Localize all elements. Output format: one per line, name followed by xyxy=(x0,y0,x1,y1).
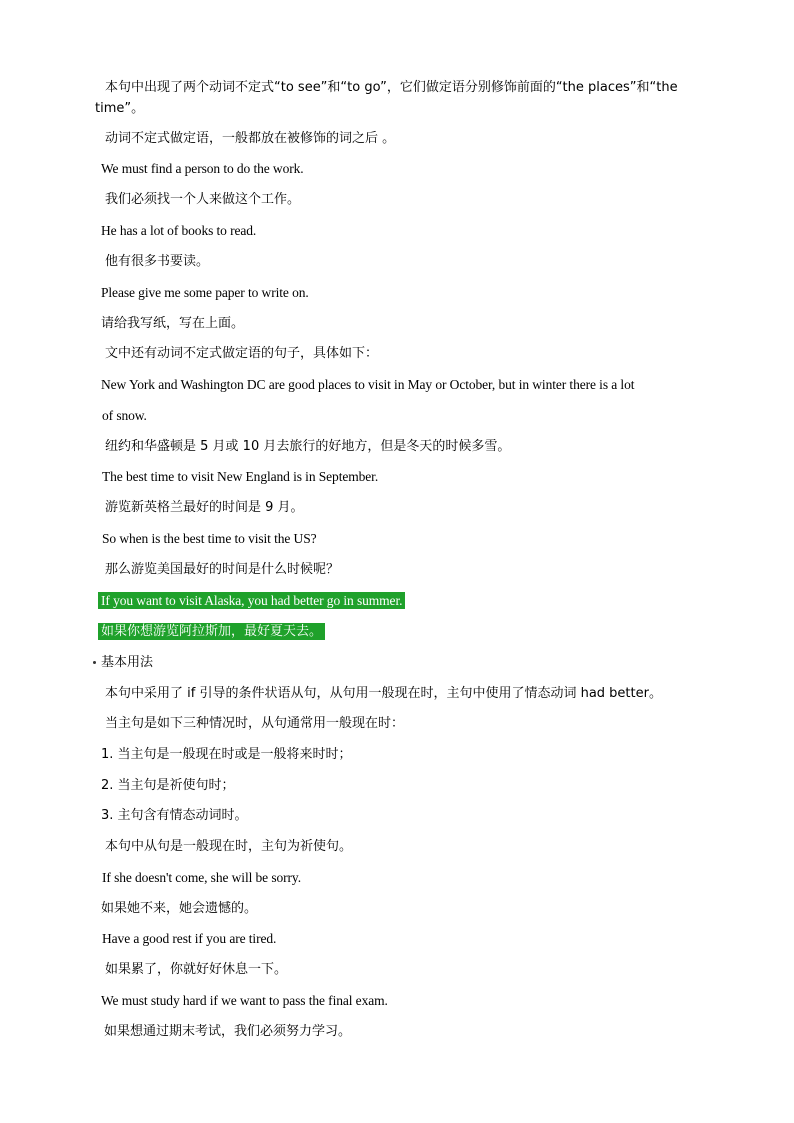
highlight-zh: 如果你想游览阿拉斯加，最好夏天去。 xyxy=(98,623,325,640)
highlighted-sentence-zh xyxy=(101,622,701,641)
example-en-2: He has a lot of books to read. xyxy=(101,223,257,238)
highlighted-sentence-en xyxy=(101,591,701,610)
paragraph-if-clause: 本句中采用了 if 引导的条件状语从句，从句用一般现在时，主句中使用了情态动词 had better。 xyxy=(105,686,662,701)
example-zh-7: 如果她不来，她会遗憾的。 xyxy=(101,901,258,916)
example-zh-5: 游览新英格兰最好的时间是 9 月。 xyxy=(105,500,304,515)
list-item-1: 1. 当主句是一般现在时或是一般将来时时； xyxy=(101,747,352,762)
example-en-7: If she doesn't come, she will be sorry. xyxy=(102,870,301,885)
example-zh-6: 那么游览美国最好的时间是什么时候呢？ xyxy=(105,562,340,577)
example-zh-8: 如果累了，你就好好休息一下。 xyxy=(105,962,288,977)
example-zh-4: 纽约和华盛顿是 5 月或 10 月去旅行的好地方，但是冬天的时候多雪。 xyxy=(105,439,511,454)
paragraph-infinitive-intro: 本句中出现了两个动词不定式“to see”和“to go”，它们做定语分别修饰前面的“the places”和“the time”。 xyxy=(95,80,678,116)
example-en-1: We must find a person to do the work. xyxy=(101,161,304,176)
example-en-5: The best time to visit New England is in September. xyxy=(102,469,379,484)
paragraph-three-cases: 当主句是如下三种情况时，从句通常用一般现在时： xyxy=(105,716,405,731)
example-zh-2: 他有很多书要读。 xyxy=(105,254,210,269)
paragraph-this-sentence: 本句中从句是一般现在时，主句为祈使句。 xyxy=(105,839,353,854)
list-item-2: 2. 当主句是祈使句时； xyxy=(101,778,235,793)
example-en-4-cont: of snow. xyxy=(102,408,147,423)
example-en-8: Have a good rest if you are tired. xyxy=(102,931,277,946)
example-zh-3: 请给我写纸，写在上面。 xyxy=(101,316,245,331)
paragraph-text-examples: 文中还有动词不定式做定语的句子，具体如下： xyxy=(105,346,379,361)
example-zh-9: 如果想通过期末考试，我们必须努力学习。 xyxy=(104,1024,352,1039)
highlight-en: If you want to visit Alaska, you had better go in summer. xyxy=(98,592,405,609)
heading-bullet-icon xyxy=(93,661,96,664)
example-en-9: We must study hard if we want to pass the final exam. xyxy=(101,993,388,1008)
example-en-4: New York and Washington DC are good places to visit in May or October, but in winter there is a lot xyxy=(101,377,635,392)
example-zh-1: 我们必须找一个人来做这个工作。 xyxy=(105,192,301,207)
section-heading-basic-usage: 基本用法 xyxy=(101,655,154,670)
paragraph-rule: 动词不定式做定语，一般都放在被修饰的词之后 。 xyxy=(105,131,396,146)
list-item-3: 3. 主句含有情态动词时。 xyxy=(101,808,248,823)
example-en-6: So when is the best time to visit the US? xyxy=(102,531,317,546)
example-en-3: Please give me some paper to write on. xyxy=(101,285,309,300)
